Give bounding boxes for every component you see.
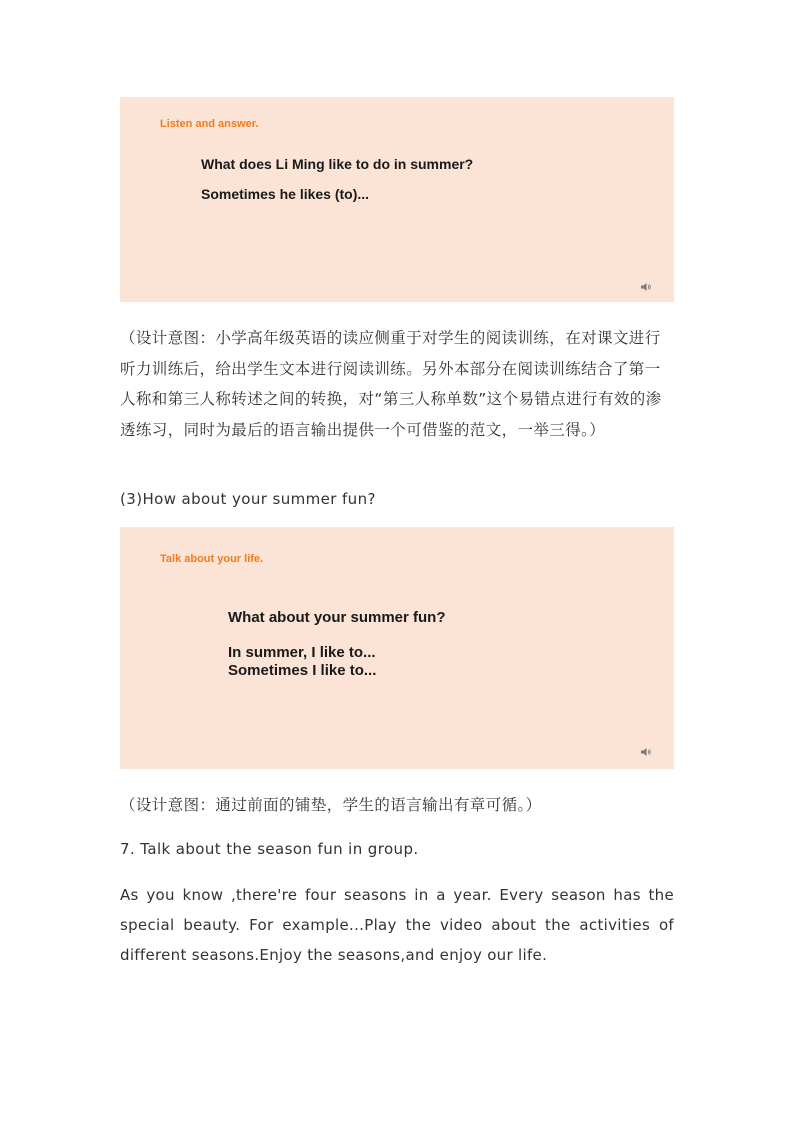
speaker-icon[interactable] [640,282,652,292]
design-intent-note: （设计意图：小学高年级英语的读应侧重于对学生的阅读训练，在对课文进行听力训练后，给出学生文本进行阅读训练。另外本部分在阅读训练结合了第一人称和第三人称转述之间的转换，对“第三人称单数”这个易错点进行有效的渗透练习，同时为最后的语言输出提供一个可借鉴的范文，一举三得。） [120,329,662,439]
slide-heading: Talk about your life. [160,553,264,565]
design-intent-note: （设计意图：通过前面的铺垫，学生的语言输出有章可循。） [120,796,542,814]
body-paragraph: As you know ,there're four seasons in a year. Every season has the special beauty. For example...Play the video about the activities of different seasons.Enjoy the seasons,and enjoy our life. [120,886,674,964]
slide-answer-prompt: Sometimes I like to... [228,662,377,679]
slide-listen-and-answer [120,97,674,302]
slide-question: What about your summer fun? [228,609,446,626]
slide-heading: Listen and answer. [160,118,259,130]
slide-talk-about-your-life [120,527,674,769]
section-heading: (3)How about your summer fun? [120,490,376,508]
slide-answer-prompt: In summer, I like to... [228,644,376,661]
speaker-icon[interactable] [640,747,652,757]
step-heading: 7. Talk about the season fun in group. [120,840,419,858]
slide-question: What does Li Ming like to do in summer? [201,156,474,172]
slide-answer-prompt: Sometimes he likes (to)... [201,186,370,202]
